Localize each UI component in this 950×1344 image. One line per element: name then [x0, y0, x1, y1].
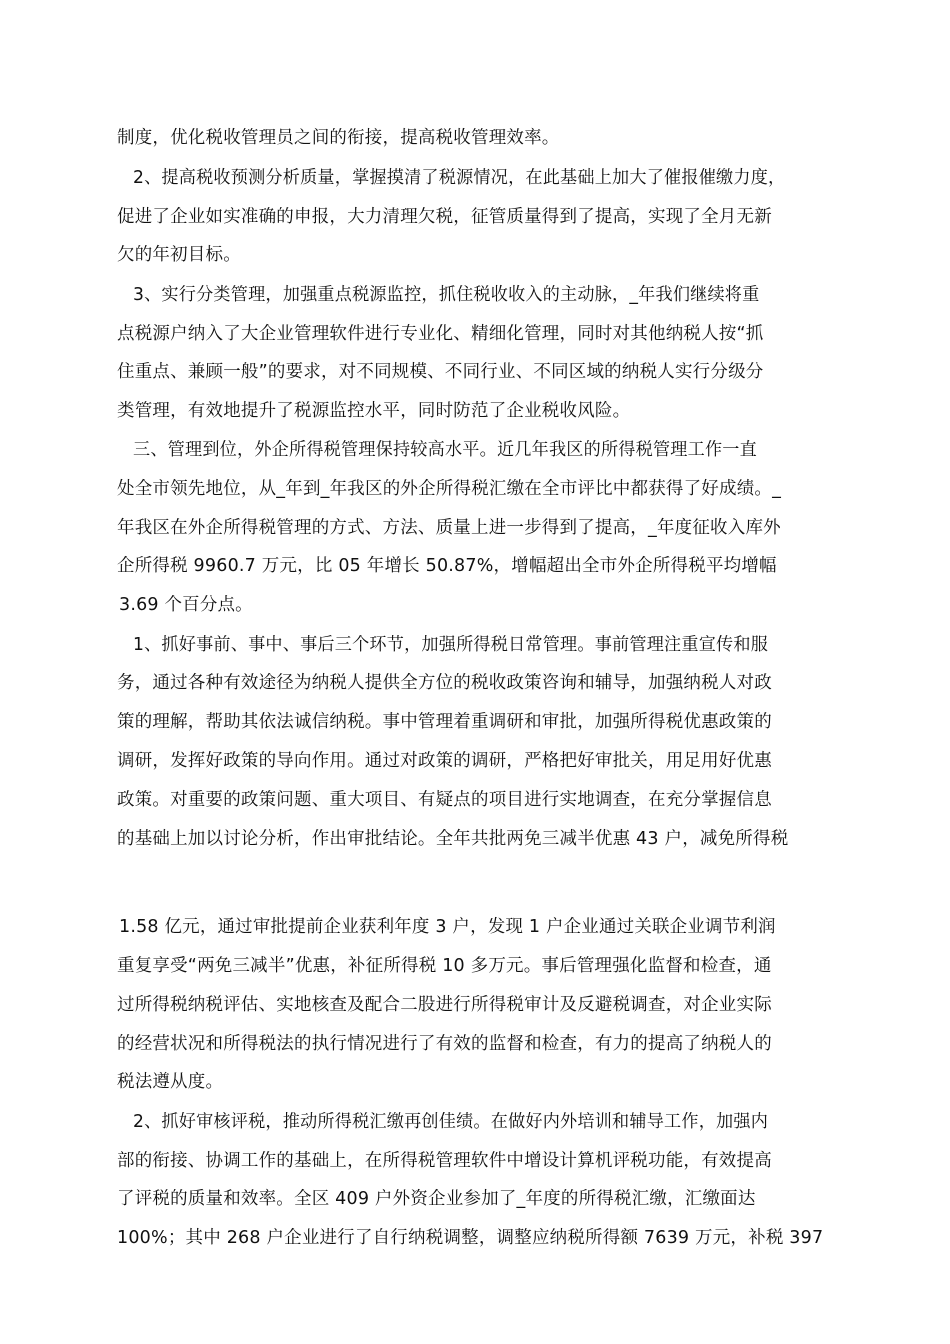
text-line: 部的衔接、协调工作的基础上，在所得税管理软件中增设计算机评税功能，有效提高: [117, 1151, 772, 1171]
text-line: 的经营状况和所得税法的执行情况进行了有效的监督和检查，有力的提高了纳税人的: [117, 1034, 772, 1054]
text-line: 的基础上加以讨论分析，作出审批结论。全年共批两免三减半优惠 43 户，减免所得税: [117, 829, 789, 849]
text-line: 3.69 个百分点。: [119, 595, 253, 615]
text-line: 点税源户纳入了大企业管理软件进行专业化、精细化管理，同时对其他纳税人按“抓: [117, 324, 764, 344]
text-line: 企所得税 9960.7 万元，比 05 年增长 50.87%，增幅超出全市外企所得税平均增幅: [117, 556, 777, 576]
text-line: 调研，发挥好政策的导向作用。通过对政策的调研，严格把好审批关，用足用好优惠: [117, 751, 772, 771]
text-line: 了评税的质量和效率。全区 409 户外资企业参加了_年度的所得税汇缴，汇缴面达: [117, 1189, 756, 1209]
text-line: 2、抓好审核评税，推动所得税汇缴再创佳绩。在做好内外培训和辅导工作，加强内: [133, 1112, 769, 1132]
text-line: 处全市领先地位，从_年到_年我区的外企所得税汇缴在全市评比中都获得了好成绩。_: [117, 479, 782, 499]
text-line: 100%；其中 268 户企业进行了自行纳税调整，调整应纳税所得额 7639 万元，补税 397: [117, 1228, 824, 1248]
text-line: 务，通过各种有效途径为纳税人提供全方位的税收政策咨询和辅导，加强纳税人对政: [117, 673, 772, 693]
text-line: 类管理，有效地提升了税源监控水平，同时防范了企业税收风险。: [117, 401, 631, 421]
text-line: 税法遵从度。: [117, 1072, 224, 1092]
text-line: 策的理解，帮助其依法诚信纳税。事中管理着重调研和审批，加强所得税优惠政策的: [117, 712, 772, 732]
text-line: 制度，优化税收管理员之间的衔接，提高税收管理效率。: [117, 128, 560, 148]
text-line: 年我区在外企所得税管理的方式、方法、质量上进一步得到了提高，_年度征收入库外: [117, 518, 781, 538]
text-line: 促进了企业如实准确的申报，大力清理欠税，征管质量得到了提高，实现了全月无新: [117, 207, 772, 227]
text-line: 政策。对重要的政策问题、重大项目、有疑点的项目进行实地调查，在充分掌握信息: [117, 790, 772, 810]
text-line: 欠的年初目标。: [117, 245, 241, 265]
text-line: 1、抓好事前、事中、事后三个环节，加强所得税日常管理。事前管理注重宣传和服: [133, 635, 769, 655]
text-line: 2、提高税收预测分析质量，掌握摸清了税源情况，在此基础上加大了催报催缴力度，: [133, 168, 786, 188]
text-line: 1.58 亿元，通过审批提前企业获利年度 3 户，发现 1 户企业通过关联企业调节利润: [119, 917, 776, 937]
text-line: 三、管理到位，外企所得税管理保持较高水平。近几年我区的所得税管理工作一直: [133, 440, 757, 460]
text-line: 3、实行分类管理，加强重点税源监控，抓住税收收入的主动脉，_年我们继续将重: [133, 285, 760, 305]
text-line: 住重点、兼顾一般”的要求，对不同规模、不同行业、不同区域的纳税人实行分级分: [117, 362, 764, 382]
text-line: 过所得税纳税评估、实地核查及配合二股进行所得税审计及反避税调查，对企业实际: [117, 995, 772, 1015]
text-line: 重复享受“两免三减半”优惠，补征所得税 10 多万元。事后管理强化监督和检查，通: [117, 956, 772, 976]
